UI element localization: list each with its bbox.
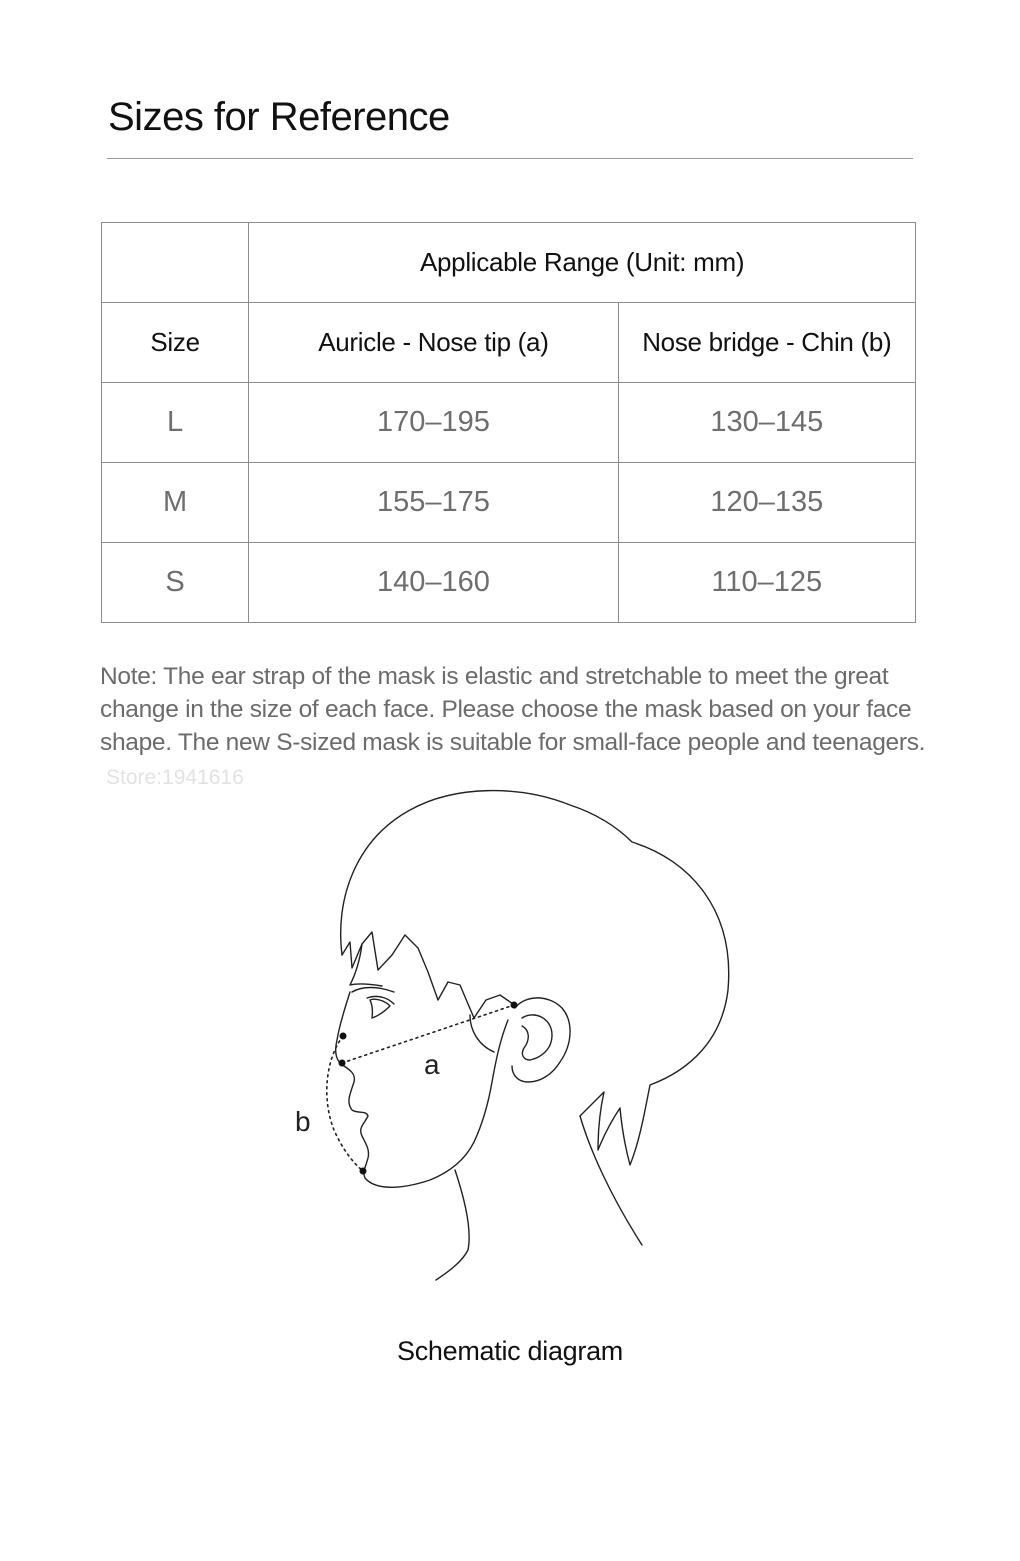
label-b: b xyxy=(295,1106,311,1137)
size-cell: S xyxy=(102,543,249,623)
column-header-auricle-nose-tip: Auricle - Nose tip (a) xyxy=(249,303,618,383)
ear-inner xyxy=(522,1015,552,1060)
nose-bridge-chin-cell: 120–135 xyxy=(618,463,915,543)
page-title: Sizes for Reference xyxy=(108,95,450,139)
hair-outline xyxy=(341,791,729,1165)
measure-line-b xyxy=(327,1036,363,1171)
size-table xyxy=(101,222,916,623)
column-header-size: Size xyxy=(102,303,249,383)
eyebrow xyxy=(352,988,394,993)
hair-fringe xyxy=(342,932,513,1018)
size-note: Note: The ear strap of the mask is elastic and stretchable to meet the great change in the size of each face. Please choose the mask based on your face shape. The new S-sized mask is suitable for small-face people and teenagers. xyxy=(100,663,926,756)
size-cell: M xyxy=(102,463,249,543)
point-nose-bridge xyxy=(340,1033,347,1040)
cheek-line xyxy=(470,1015,494,1052)
table-corner-cell xyxy=(102,223,249,303)
store-watermark: Store:1941616 xyxy=(106,766,244,789)
column-header-nose-bridge-chin: Nose bridge - Chin (b) xyxy=(618,303,915,383)
neck-back xyxy=(580,1116,642,1245)
table-header-row-columns xyxy=(102,303,916,383)
point-ear xyxy=(511,1002,518,1009)
range-header-cell: Applicable Range (Unit: mm) xyxy=(249,223,916,303)
head-profile-diagram xyxy=(270,780,750,1300)
label-a: a xyxy=(424,1049,440,1080)
nose-bridge-chin-cell: 130–145 xyxy=(618,383,915,463)
auricle-nose-tip-cell: 155–175 xyxy=(249,463,618,543)
table-row xyxy=(102,463,916,543)
table-header-row-range xyxy=(102,223,916,303)
table-row xyxy=(102,383,916,463)
auricle-nose-tip-cell: 140–160 xyxy=(249,543,618,623)
ear-outline xyxy=(512,998,570,1082)
face-profile xyxy=(336,992,508,1187)
table-row xyxy=(102,543,916,623)
eye xyxy=(370,999,390,1018)
title-divider xyxy=(107,158,913,159)
point-nose-tip xyxy=(339,1060,346,1067)
point-chin xyxy=(360,1168,367,1175)
diagram-caption: Schematic diagram xyxy=(397,1336,623,1366)
auricle-nose-tip-cell: 170–195 xyxy=(249,383,618,463)
nose-bridge-chin-cell: 110–125 xyxy=(618,543,915,623)
neck-front xyxy=(436,1170,469,1280)
size-cell: L xyxy=(102,383,249,463)
